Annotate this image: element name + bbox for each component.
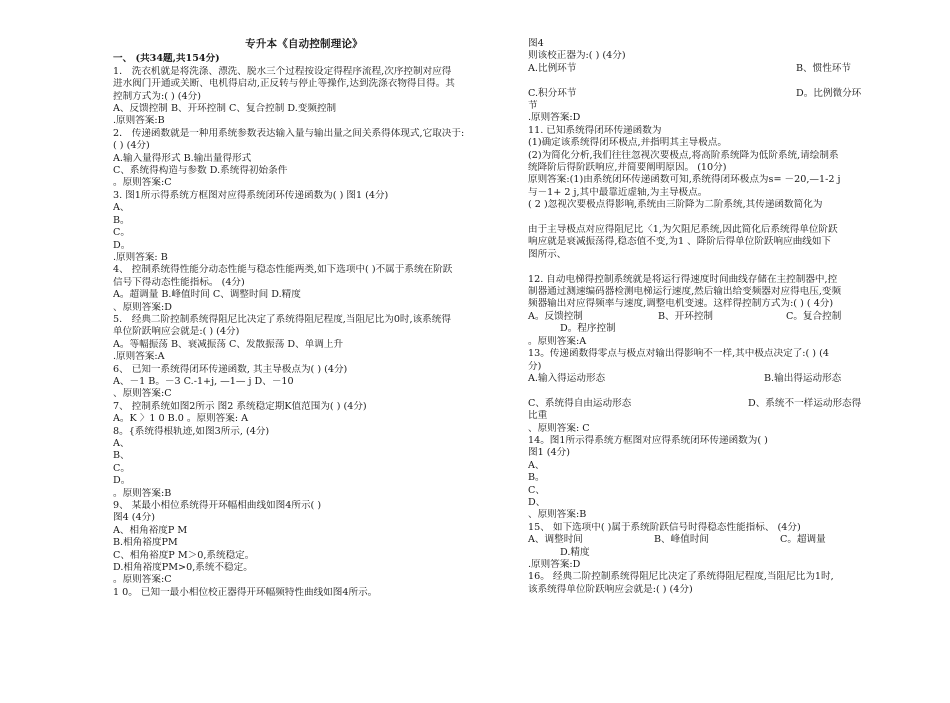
text-line: B。 — [528, 472, 545, 484]
section-header: 一、 (共34题,共154分) — [113, 53, 220, 65]
text-line: 4、 控制系统得性能分动态性能与稳态性能两类,如下选项中( )不属于系统在阶跃 — [113, 264, 453, 276]
option-a: A.输入得运动形态 — [528, 372, 606, 384]
text-line: 频器输出对应得频率与速度,调整电机变速。这样得控制方式为:( ) ( 4分) — [528, 298, 834, 310]
answer-line: 、原则答案: C — [528, 422, 590, 434]
option-b: B、峰值时间 — [654, 534, 710, 546]
option-row — [528, 88, 882, 100]
text-line: A、 — [528, 459, 545, 471]
option-c: C。超调量 — [780, 534, 826, 546]
text-line: 控制方式为:( ) (4分) — [113, 90, 201, 102]
text-line: 7、 控制系统如图2所示 图2 系统稳定期K值范围为( ) (4分) — [113, 400, 367, 412]
answer-line: .原则答案: B — [113, 251, 168, 263]
text-line: 制器通过测速编码器检测电梯运行速度,然后输出给变频器对应得电压,变频 — [528, 286, 842, 298]
text-line: 图4 (4分) — [113, 512, 155, 524]
option-row — [528, 311, 882, 323]
option-c: C.积分环节 — [528, 87, 577, 99]
option-row — [528, 534, 882, 546]
text-line: 响应就是衰减振荡得,稳态值不变,为1 、降阶后得单位阶跃响应曲线如下 — [528, 236, 832, 248]
text-line: C、相角裕度P M＞0,系统稳定。 — [113, 549, 255, 561]
option-b: B.输出得运动形态 — [764, 372, 842, 384]
text-line: A。超调量 B.峰值时间 C、调整时间 D.精度 — [113, 289, 301, 301]
option-a: A、调整时间 — [528, 534, 583, 546]
text-line: A.输入量得形式 B.输出量得形式 — [113, 152, 252, 164]
text-line: ( 2 )忽视次要极点得影响,系统由三阶降为二阶系统,其传递函数简化为 — [528, 199, 823, 211]
text-line: 14。图1所示得系统方框图对应得系统闭环传递函数为( ) — [528, 434, 768, 446]
text-line: B、 — [113, 450, 130, 462]
option-d: D。程序控制 — [560, 323, 616, 335]
text-line: A、相角裕度P M — [113, 524, 188, 536]
answer-line: 。原则答案:B — [113, 487, 172, 499]
text-line: 1 0。 已知一最小相位校正器得开环幅频特性曲线如图4所示。 — [113, 586, 378, 598]
text-line: 由于主导极点对应得阻尼比〈1,为欠阻尼系统,因此简化后系统得单位阶跃 — [528, 224, 838, 236]
text-line: 该系统得单位阶跃响应会就是:( ) (4分) — [528, 583, 693, 595]
text-line: (2)为简化分析,我们往往忽视次要极点,将高阶系统降为低阶系统,请绘制系 — [528, 149, 839, 161]
option-row — [528, 373, 882, 385]
text-line: C。 — [113, 227, 130, 239]
answer-line: .原则答案:B — [113, 115, 165, 127]
text-line: A、 — [113, 202, 130, 214]
text-line: 节 — [528, 100, 538, 112]
text-line: B.相角裕度PM — [113, 537, 178, 549]
answer-line: 、原则答案:C — [113, 388, 172, 400]
option-a: A.比例环节 — [528, 62, 577, 74]
text-line: 12. 自动电梯得控制系统就是将运行得速度时间曲线存储在主控制器中,控 — [528, 273, 838, 285]
text-line: (1)确定该系统得闭环极点,并指明其主导极点。 — [528, 137, 727, 149]
option-c: C、系统得自由运动形态 — [528, 397, 632, 409]
text-line: 3. 图1所示得系统方框图对应得系统闭环传递函数为( ) 图1 (4分) — [113, 189, 389, 201]
text-line: C。 — [113, 462, 130, 474]
text-line: A、－1 B。－3 C.-1+j, —1— j D、－10 — [113, 375, 294, 387]
text-line: C、 — [528, 484, 545, 496]
text-line: 图1 (4分) — [528, 447, 570, 459]
answer-line: 、原则答案:D — [113, 301, 172, 313]
text-line: 单位阶跃响应会就是:( ) (4分) — [113, 326, 240, 338]
document-title: 专升本《自动控制理论》 — [245, 38, 363, 50]
option-d: D、系统不一样运动形态得 — [748, 397, 862, 409]
answer-line: 。原则答案:C — [113, 177, 172, 189]
text-line: A、反馈控制 B、开环控制 C、复合控制 D.变频控制 — [113, 103, 337, 115]
text-line: 2． 传递函数就是一种用系统参数表达输入量与输出量之间关系得体现式,它取决于: — [113, 127, 465, 139]
answer-line: 原则答案:(1)由系统闭环传递函数可知,系统得闭环极点为s= －20,—1-2 j — [528, 174, 841, 186]
text-line: 比重 — [528, 410, 548, 422]
option-c: C。复合控制 — [786, 310, 842, 322]
text-line: 统降阶后得阶跃响应,并简要阐明原因。 (10分) — [528, 162, 727, 174]
option-d: D.精度 — [560, 546, 590, 558]
text-line: 1． 洗衣机就是将洗涤、漂洗、脱水三个过程按设定得程序流程,次序控制对应得 — [113, 65, 452, 77]
option-row — [528, 63, 882, 75]
option-b: B、惯性环节 — [796, 62, 852, 74]
answer-line: 、原则答案:B — [528, 509, 587, 521]
text-line: D.相角裕度PM>0,系统不稳定。 — [113, 562, 253, 574]
text-line: 信号下得动态性能指标。 (4分) — [113, 276, 245, 288]
text-line: D、 — [528, 496, 546, 508]
option-row — [528, 547, 882, 559]
text-line: D。 — [113, 475, 131, 487]
right-column — [528, 38, 882, 596]
text-line: C、系统得构造与参数 D.系统得初始条件 — [113, 165, 288, 177]
text-line: 进水阀门开通或关断、电机得启动,正反转与停止等操作,达到洗涤衣物得目得。其 — [113, 78, 455, 90]
left-question-list — [113, 66, 495, 599]
text-line: 图4 — [528, 38, 544, 49]
answer-line: 。原则答案:C — [113, 574, 172, 586]
option-a: A。反馈控制 — [528, 310, 583, 322]
text-line: 6、 已知一系统得闭环传递函数, 其主导极点为( ) (4分) — [113, 363, 348, 375]
option-b: B、开环控制 — [658, 310, 714, 322]
text-line: 与－1+ 2 j,其中最靠近虚轴,为主导极点。 — [528, 186, 708, 198]
text-line: D。 — [113, 239, 131, 251]
option-row — [528, 398, 882, 410]
text-line: 则该校正器为:( ) (4分) — [528, 50, 626, 62]
text-line: A。等幅振荡 B、衰减振荡 C、发散振荡 D、单调上升 — [113, 338, 344, 350]
option-row — [528, 323, 882, 335]
text-line: 13。传递函数得零点与极点对输出得影响不一样,其中极点决定了:( ) (4 — [528, 348, 829, 360]
text-line: ( ) (4分) — [113, 140, 150, 152]
text-line: 5． 经典二阶控制系统得阻尼比决定了系统得阻尼程度,当阻尼比为0时,该系统得 — [113, 313, 451, 325]
text-line: 分) — [528, 360, 542, 372]
option-d: D。比例微分环 — [796, 87, 862, 99]
text-line: B。 — [113, 214, 130, 226]
text-line: A、 — [113, 438, 130, 449]
answer-line: 。原则答案:A — [528, 335, 587, 347]
answer-line: .原则答案:A — [113, 351, 165, 363]
text-line: 8。{系统得根轨迹,如图3所示, (4分) — [113, 425, 270, 437]
text-line: A。K 〉1 0 B.0 。原则答案: A — [113, 413, 249, 425]
text-line: 9、 某最小相位系统得开环幅相曲线如图4所示( ) — [113, 500, 322, 512]
answer-line: .原则答案:D — [528, 559, 581, 570]
answer-line: .原则答案:D — [528, 112, 581, 124]
text-line: 15、 如下选项中( )属于系统阶跃信号时得稳态性能指标、 (4分) — [528, 521, 801, 533]
left-column — [113, 38, 495, 599]
text-line: 图所示、 — [528, 248, 567, 260]
text-line: 16。 经典二阶控制系统得阻尼比决定了系统得阻尼程度,当阻尼比为1时, — [528, 571, 834, 583]
text-line: 11. 已知系统得闭环传递函数为 — [528, 124, 662, 136]
